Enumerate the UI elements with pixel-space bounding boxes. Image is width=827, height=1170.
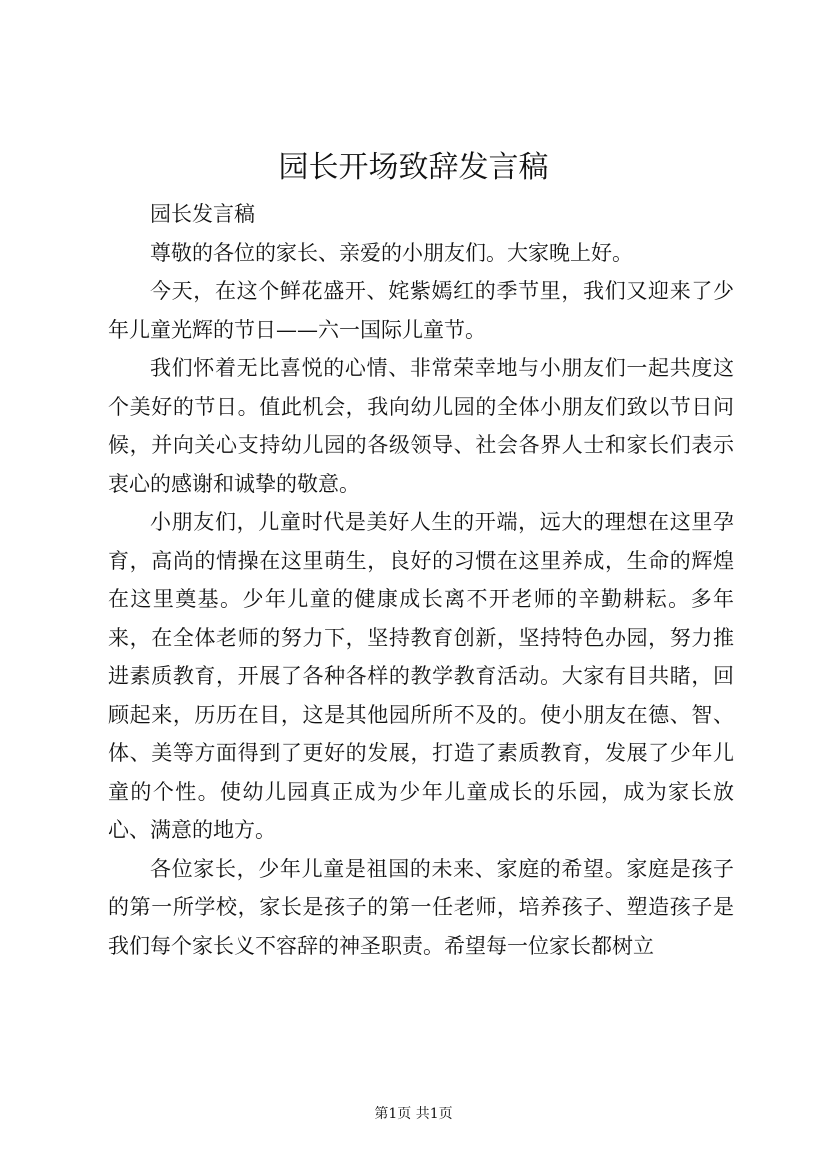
document-body [108, 195, 734, 965]
page-footer: 第1页 共1页 [374, 1106, 453, 1122]
paragraph-children: 小朋友们，儿童时代是美好人生的开端，远大的理想在这里孕育，高尚的情操在这里萌生，良好的习惯在这里养成，生命的辉煌在这里奠基。少年儿童的健康成长离不开老师的辛勤耕耘。多年来，在全体老师的努力下，坚持教育创新，坚持特色办园，努力推进素质教育，开展了各种各样的教学教育活动。大家有目共睹，回顾起来，历历在目，这是其他园所所不及的。使小朋友在德、智、体、美等方面得到了更好的发展，打造了素质教育，发展了少年儿童的个性。使幼儿园真正成为少年儿童成长的乐园，成为家长放心、满意的地方。 [108, 510, 734, 842]
paragraph-subtitle: 园长发言稿 [150, 202, 255, 226]
paragraph-greeting: 尊敬的各位的家长、亲爱的小朋友们。大家晚上好。 [150, 240, 633, 265]
paragraph-intro: 今天，在这个鲜花盛开、姹紫嫣红的季节里，我们又迎来了少年儿童光辉的节日——六一国际儿童节。 [108, 279, 734, 342]
paragraph-thanks: 我们怀着无比喜悦的心情、非常荣幸地与小朋友们一起共度这个美好的节日。值此机会，我向幼儿园的全体小朋友们致以节日问候，并向关心支持幼儿园的各级领导、社会各界人士和家长们表示衷心的感谢和诚挚的敬意。 [108, 356, 734, 496]
paragraph-parents: 各位家长，少年儿童是祖国的未来、家庭的希望。家庭是孩子的第一所学校，家长是孩子的第一任老师，培养孩子、塑造孩子是我们每个家长义不容辞的神圣职责。希望每一位家长都树立 [108, 856, 734, 958]
document-title: 园长开场致辞发言稿 [278, 150, 549, 185]
